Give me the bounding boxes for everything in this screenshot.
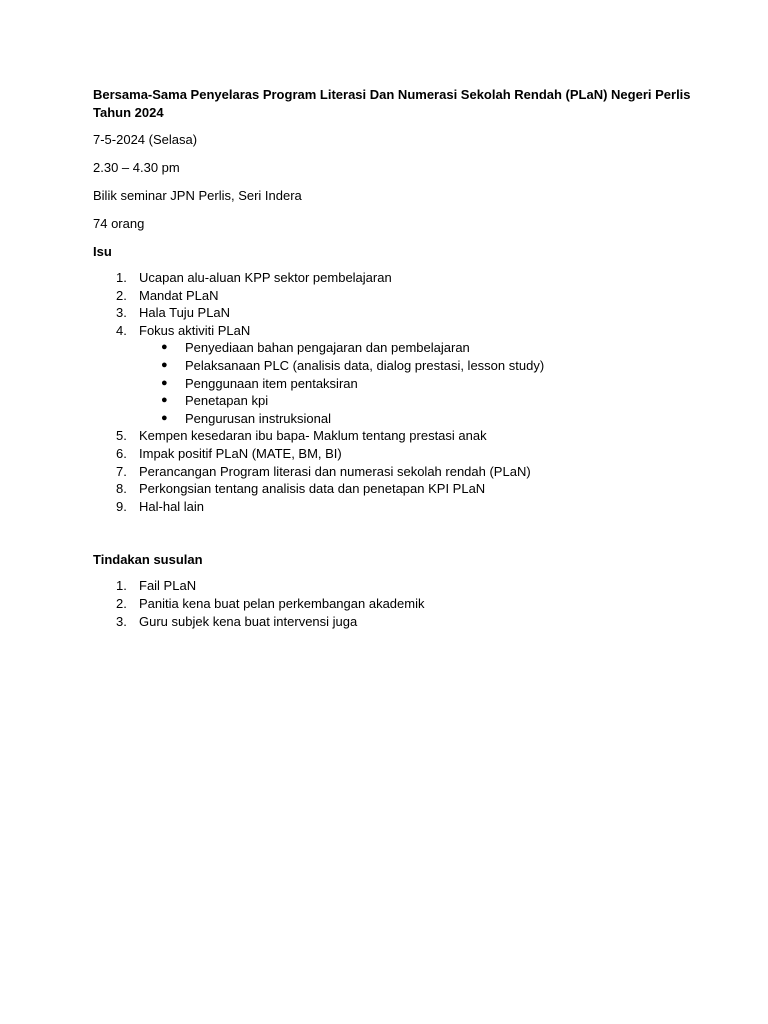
item-text: Guru subjek kena buat intervensi juga <box>139 613 358 629</box>
item-number: 2. <box>116 595 127 611</box>
sub-list-item <box>139 339 693 357</box>
sub-item-text: Penyediaan bahan pengajaran dan pembelajaran <box>185 340 470 356</box>
sub-item-text: Penggunaan item pentaksiran <box>185 375 358 391</box>
list-item <box>93 498 693 516</box>
item-number: 9. <box>116 498 127 514</box>
meeting-venue: Bilik seminar JPN Perlis, Seri Indera <box>93 188 302 203</box>
list-item <box>93 613 693 631</box>
item-text: Ucapan alu-aluan KPP sektor pembelajaran <box>139 270 392 285</box>
item-number: 6. <box>116 445 127 461</box>
item-text: Mandat PLaN <box>139 287 219 303</box>
list-item <box>93 322 693 428</box>
list-item <box>93 304 693 322</box>
bullet-icon: ● <box>161 394 168 407</box>
meeting-time: 2.30 – 4.30 pm <box>93 160 180 175</box>
bullet-icon: ● <box>161 341 168 354</box>
item-number: 3. <box>116 305 127 321</box>
issues-list <box>93 269 693 515</box>
sub-item-text: Pelaksanaan PLC (analisis data, dialog prestasi, lesson study) <box>185 357 545 373</box>
item-text: Hala Tuju PLaN <box>139 305 231 321</box>
bullet-icon: ● <box>161 411 168 424</box>
followup-heading: Tindakan susulan <box>93 552 203 568</box>
item-number: 8. <box>116 481 127 497</box>
item-number: 5. <box>116 428 127 444</box>
document-body <box>93 86 693 630</box>
list-item <box>93 427 693 445</box>
item-text: Perkongsian tentang analisis data dan penetapan KPI PLaN <box>139 481 486 497</box>
issues-heading: Isu <box>93 244 112 259</box>
section-spacer <box>93 515 693 551</box>
item-text: Impak positif PLaN (MATE, BM, BI) <box>139 445 342 461</box>
meeting-date: 7-5-2024 (Selasa) <box>93 132 198 147</box>
item-text: Hal-hal lain <box>139 498 205 514</box>
list-item <box>93 595 693 613</box>
focus-sublist <box>139 339 693 427</box>
sub-item-text: Penetapan kpi <box>185 393 269 409</box>
list-item <box>93 445 693 463</box>
sub-list-item <box>139 392 693 410</box>
item-number: 2. <box>116 287 127 303</box>
item-text: Fail PLaN <box>139 578 197 594</box>
item-number: 4. <box>116 322 127 338</box>
list-item <box>93 463 693 481</box>
sub-list-item <box>139 375 693 393</box>
item-number: 7. <box>116 463 127 479</box>
list-item <box>93 269 693 287</box>
item-text: Panitia kena buat pelan perkembangan akademik <box>139 595 425 611</box>
sub-list-item <box>139 410 693 428</box>
bullet-icon: ● <box>161 376 168 389</box>
meeting-attendance: 74 orang <box>93 216 145 231</box>
document-title: Bersama-Sama Penyelaras Program Literasi Dan Numerasi Sekolah Rendah (PLaN) Negeri Perlis Tahun 2024 <box>93 87 691 120</box>
item-number: 3. <box>116 613 127 629</box>
item-number: 1. <box>116 578 127 594</box>
sub-list-item <box>139 357 693 375</box>
bullet-icon: ● <box>161 358 168 371</box>
list-item <box>93 577 693 595</box>
sub-item-text: Pengurusan instruksional <box>185 410 331 426</box>
item-text: Perancangan Program literasi dan numerasi sekolah rendah (PLaN) <box>139 463 531 479</box>
followup-list <box>93 577 693 630</box>
item-text: Kempen kesedaran ibu bapa- Maklum tentang prestasi anak <box>139 428 487 444</box>
list-item <box>93 480 693 498</box>
item-text: Fokus aktiviti PLaN <box>139 322 251 338</box>
item-number: 1. <box>116 270 127 285</box>
list-item <box>93 287 693 305</box>
